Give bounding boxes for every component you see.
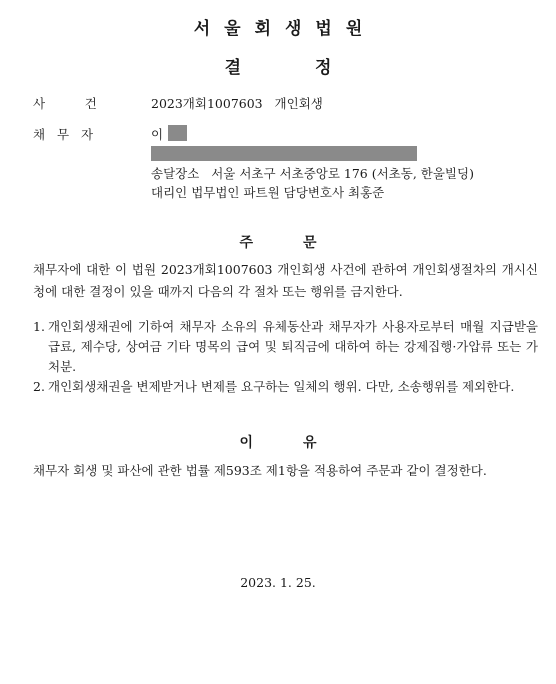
court-name: 서울회생법원 bbox=[193, 19, 377, 39]
redacted-address-block bbox=[151, 146, 417, 161]
reason-heading-part2: 유 bbox=[303, 435, 317, 451]
order-heading-part1: 주 bbox=[239, 235, 253, 251]
order-item bbox=[33, 317, 538, 377]
order-item-text: 개인회생채권을 변제받거나 변제를 요구하는 일체의 행위. 다만, 소송행위를 제외한다. bbox=[48, 379, 515, 394]
debtor-name-prefix: 이 bbox=[151, 127, 164, 142]
order-item-number: 2. bbox=[33, 379, 45, 394]
order-intro: 채무자에 대한 이 법원 2023개회1007603 개인회생 사건에 관하여 개인회생절차의 개시신청에 대한 결정이 있을 때까지 다음의 각 절차 또는 행위를 금지한다. bbox=[33, 262, 538, 299]
reason-text: 채무자 회생 및 파산에 관한 법률 제593조 제1항을 적용하여 주문과 같이 결정한다. bbox=[33, 463, 487, 478]
document-title-part2: 정 bbox=[315, 58, 332, 78]
reason-heading bbox=[0, 432, 556, 452]
debtor-label: 채 무 자 bbox=[33, 127, 94, 142]
reason-heading-part1: 이 bbox=[239, 435, 253, 451]
order-items bbox=[33, 317, 538, 397]
order-heading-part2: 문 bbox=[303, 235, 317, 251]
order-item-text: 개인회생채권에 기하여 채무자 소유의 유체동산과 채무자가 사용자로부터 매월 지급받을 급료, 제수당, 상여금 기타 명목의 급여 및 퇴직금에 대하여 하는 강제집행·가압류 또는 가처분. bbox=[48, 319, 538, 374]
redacted-name-block bbox=[168, 125, 187, 141]
case-label: 사 건 bbox=[33, 96, 97, 111]
order-item-number: 1. bbox=[33, 319, 45, 334]
order-heading bbox=[0, 232, 556, 252]
case-row bbox=[33, 96, 323, 112]
service-address: 송달장소 서울 서초구 서초중앙로 176 (서초동, 한울빌딩) bbox=[151, 166, 474, 181]
document-title bbox=[0, 53, 556, 78]
document-title-part1: 결 bbox=[224, 58, 241, 78]
debtor-row bbox=[33, 127, 163, 143]
representative: 대리인 법무법인 파트원 담당변호사 최홍준 bbox=[151, 185, 385, 200]
order-item bbox=[33, 377, 538, 397]
decision-date: 2023. 1. 25. bbox=[240, 575, 316, 590]
case-number: 2023개회1007603 개인회생 bbox=[151, 96, 323, 111]
